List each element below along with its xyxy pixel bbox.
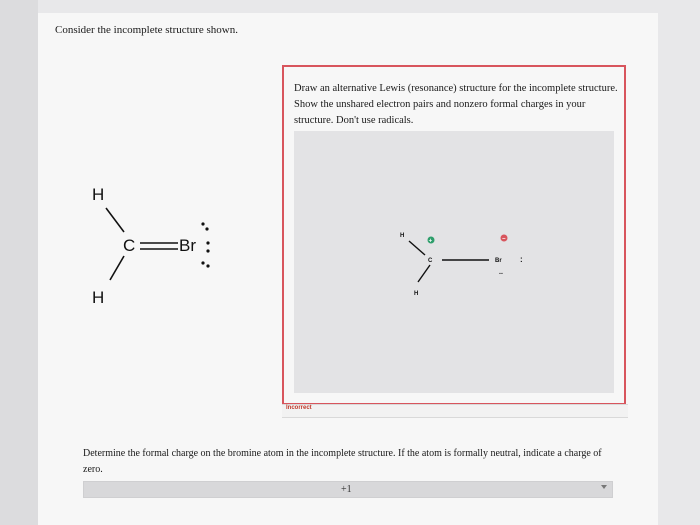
drawing-instructions: Draw an alternative Lewis (resonance) structure for the incomplete structure. Show the unshared electron pairs and nonzero formal charges in your structure. Don't use radicals.: [294, 83, 618, 126]
bromine-charge: −: [502, 236, 506, 243]
bond-h-top: [106, 208, 124, 232]
answer-value: +1: [341, 484, 352, 495]
lone-pair-dot: [206, 241, 209, 244]
canvas-bond-h-top[interactable]: [409, 241, 425, 255]
drawing-canvas[interactable]: [294, 131, 614, 393]
incomplete-structure: [60, 150, 260, 320]
carbon-charge: +: [428, 238, 433, 245]
structure-bromine: Br: [179, 236, 196, 255]
lone-pair-dot: [206, 249, 209, 252]
canvas-lone-pair-bottom: ..: [499, 269, 503, 276]
lone-pair-dot: [206, 264, 209, 267]
canvas-bond-h-bottom[interactable]: [418, 265, 430, 282]
canvas-lone-pair-right: :: [520, 255, 523, 264]
structure-carbon: C: [123, 236, 136, 255]
formal-charge-select[interactable]: [83, 481, 613, 498]
canvas-bromine[interactable]: Br: [495, 258, 502, 264]
structure-h-bottom: H: [92, 288, 105, 307]
feedback-bar: [282, 404, 628, 418]
formal-charge-question: Determine the formal charge on the bromine atom in the incomplete structure. If the atom is formally neutral, indicate a charge of zero.: [83, 448, 602, 475]
canvas-carbon[interactable]: C: [428, 258, 433, 264]
drawing-panel: [282, 65, 626, 405]
canvas-h-top[interactable]: H: [400, 233, 405, 239]
lone-pair-dot: [201, 222, 204, 225]
lone-pair-dot: [205, 227, 208, 230]
question-prompt: Consider the incomplete structure shown.: [55, 24, 238, 36]
feedback-label: Incorrect: [286, 405, 312, 411]
lone-pair-dot: [201, 261, 204, 264]
left-sidebar-strip: [0, 0, 38, 525]
structure-h-top: H: [92, 185, 105, 204]
bond-h-bottom: [110, 256, 124, 280]
chevron-down-icon[interactable]: [601, 485, 607, 489]
canvas-h-bottom[interactable]: H: [414, 291, 419, 297]
